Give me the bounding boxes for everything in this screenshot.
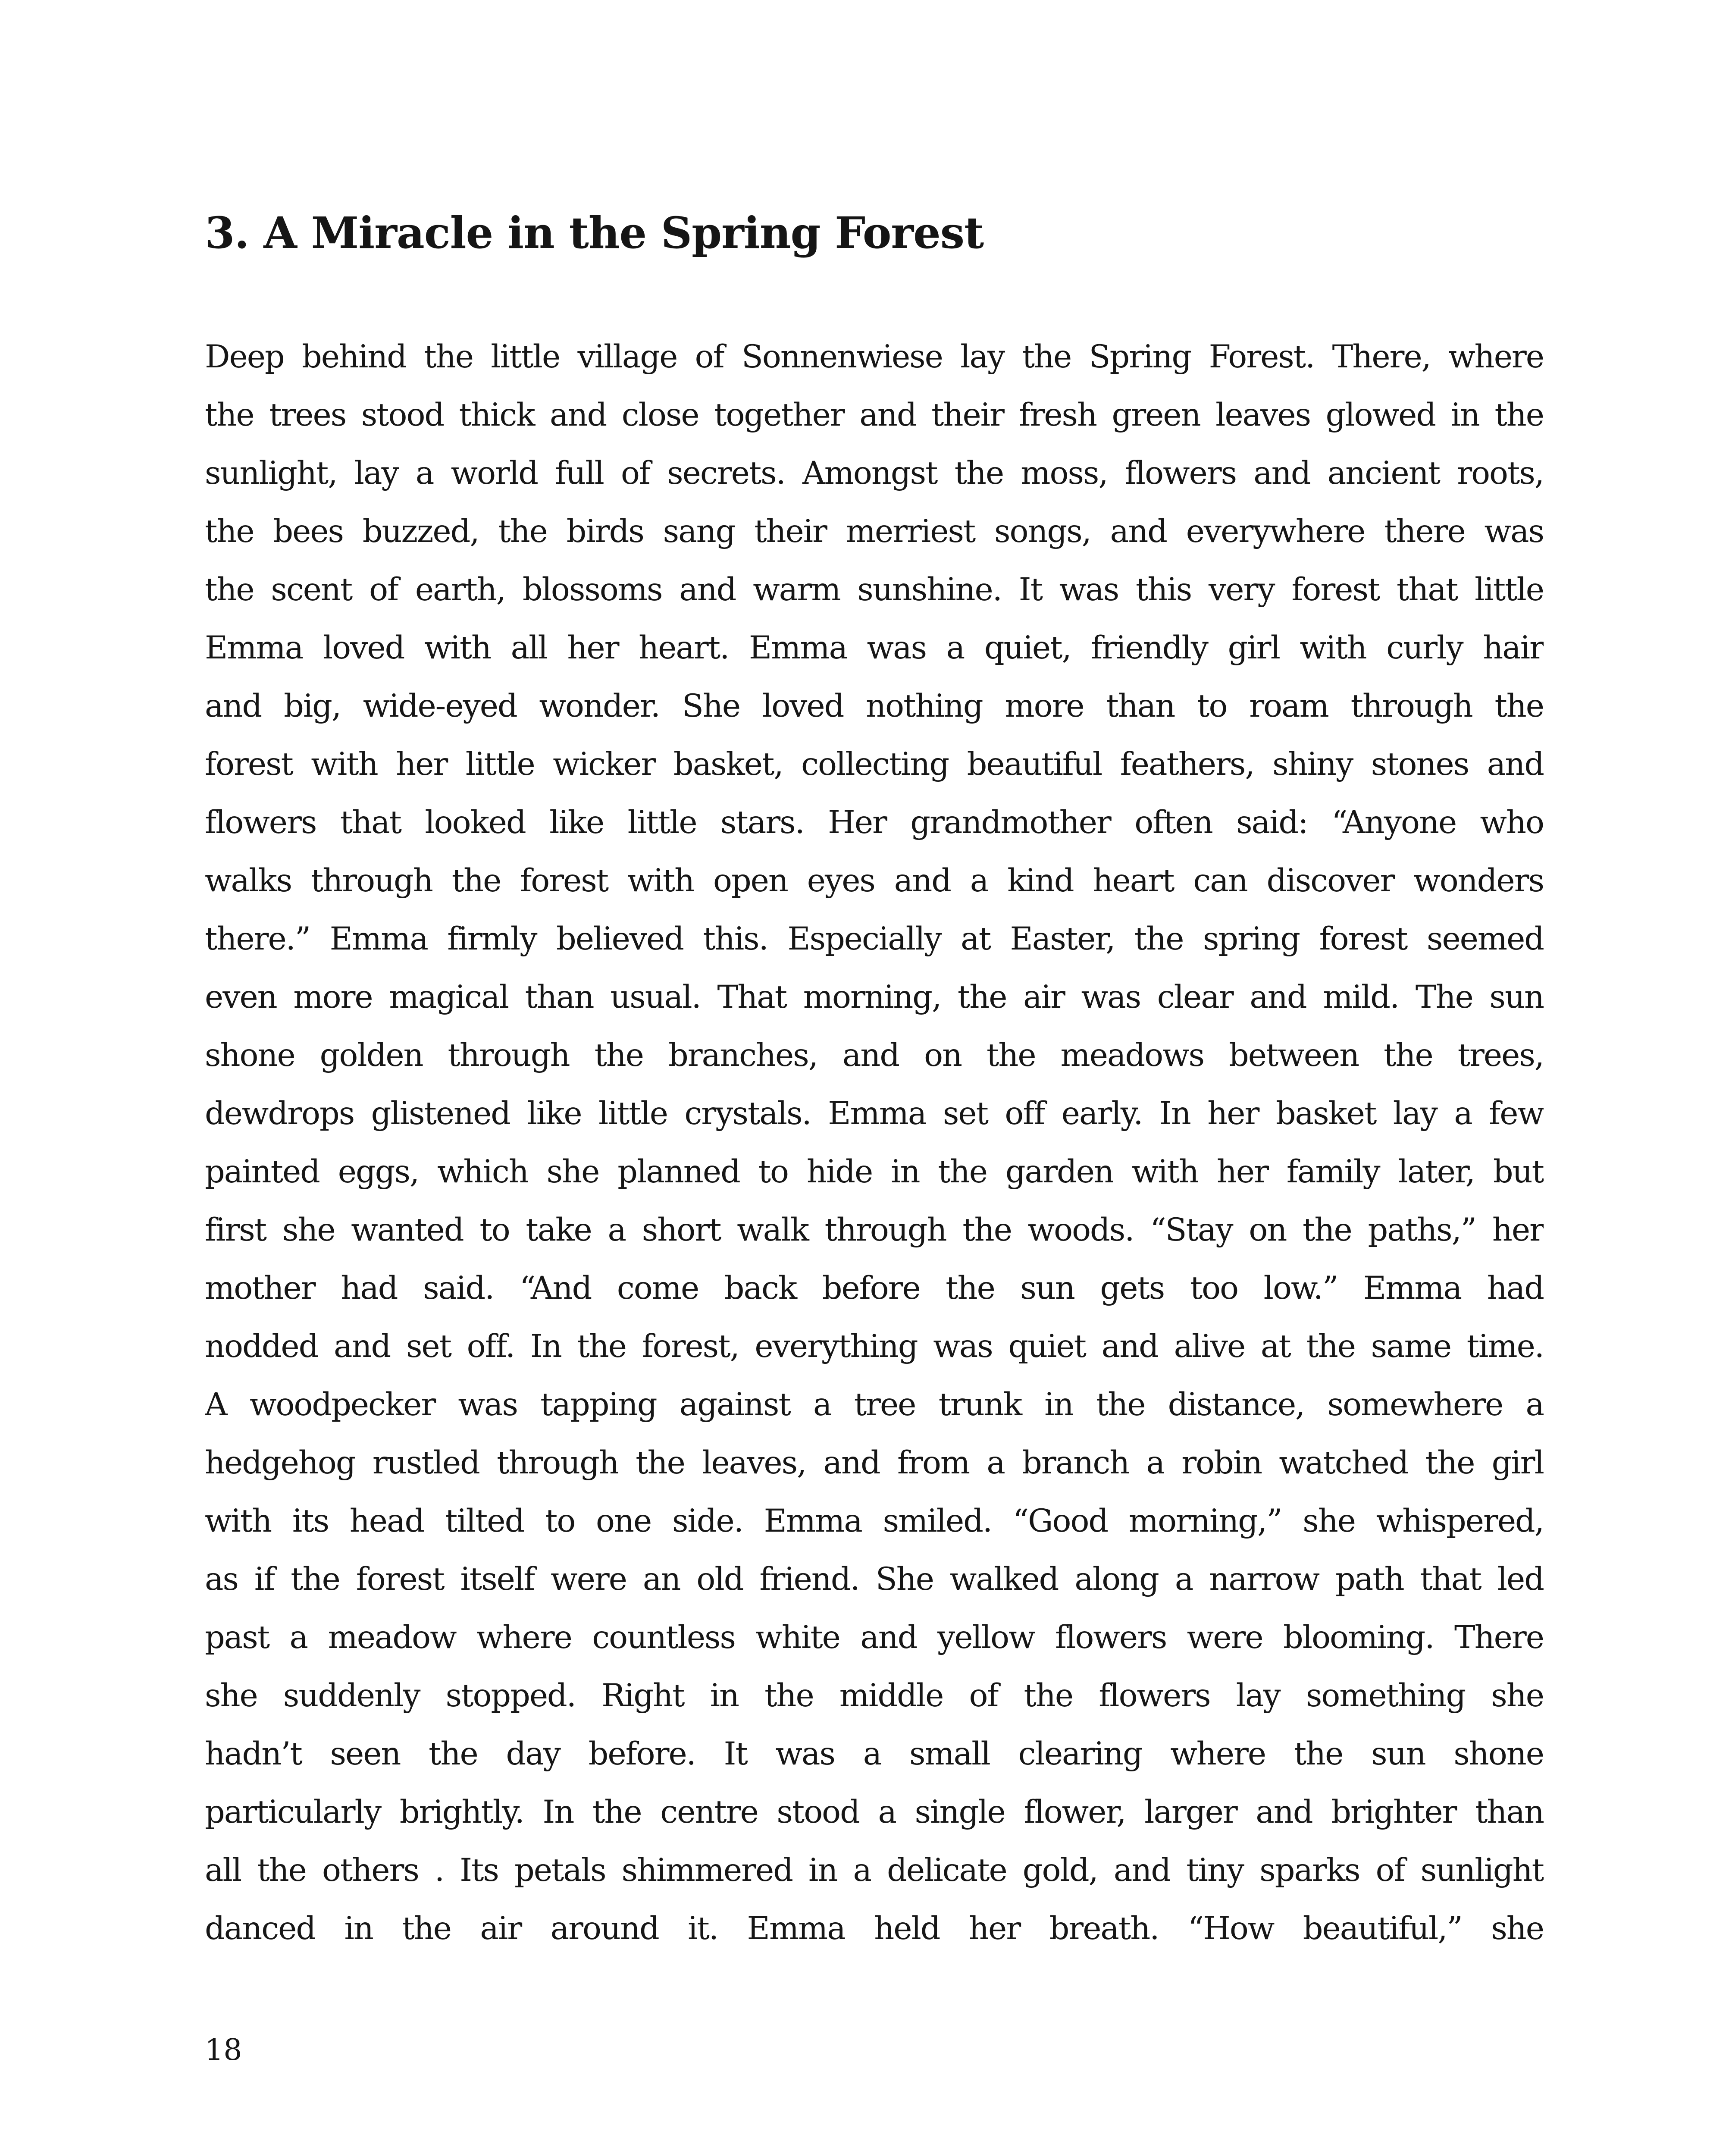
text-line: she suddenly stopped. Right in the middle of the flowers lay something she <box>205 1677 1544 1714</box>
text-line: first she wanted to take a short walk through the woods. “Stay on the paths,” her <box>205 1212 1544 1248</box>
text-line: with its head tilted to one side. Emma smiled. “Good morning,” she whispered, <box>205 1503 1544 1539</box>
text-line: past a meadow where countless white and yellow flowers were blooming. There <box>205 1619 1544 1656</box>
text-line: walks through the forest with open eyes and a kind heart can discover wonders <box>205 862 1544 899</box>
text-line: hadn’t seen the day before. It was a small clearing where the sun shone <box>205 1736 1544 1772</box>
text-line: hedgehog rustled through the leaves, and from a branch a robin watched the girl <box>205 1445 1544 1481</box>
text-line: there.” Emma firmly believed this. Especially at Easter, the spring forest seemed <box>205 921 1544 957</box>
text-line: mother had said. “And come back before the sun gets too low.” Emma had <box>205 1270 1544 1307</box>
text-line: A woodpecker was tapping against a tree trunk in the distance, somewhere a <box>205 1386 1544 1423</box>
text-line: painted eggs, which she planned to hide in the garden with her family later, but <box>205 1153 1544 1190</box>
body-paragraph <box>205 328 1544 1958</box>
text-line: as if the forest itself were an old friend. She walked along a narrow path that led <box>205 1561 1544 1598</box>
text-line: sunlight, lay a world full of secrets. Amongst the moss, flowers and ancient roots, <box>205 455 1544 492</box>
text-line: danced in the air around it. Emma held her breath. “How beautiful,” she <box>205 1910 1544 1947</box>
text-line: the trees stood thick and close together and their fresh green leaves glowed in the <box>205 397 1544 433</box>
text-line: nodded and set off. In the forest, everything was quiet and alive at the same time. <box>205 1328 1544 1365</box>
text-line: dewdrops glistened like little crystals. Emma set off early. In her basket lay a few <box>205 1095 1544 1132</box>
text-line: forest with her little wicker basket, collecting beautiful feathers, shiny stones and <box>205 746 1544 783</box>
chapter-title: 3. A Miracle in the Spring Forest <box>205 207 984 258</box>
text-line: particularly brightly. In the centre stood a single flower, larger and brighter than <box>205 1794 1544 1830</box>
page-number: 18 <box>205 2033 242 2067</box>
text-line: the bees buzzed, the birds sang their merriest songs, and everywhere there was <box>205 513 1544 550</box>
text-line: flowers that looked like little stars. Her grandmother often said: “Anyone who <box>205 804 1544 841</box>
text-line: the scent of earth, blossoms and warm sunshine. It was this very forest that little <box>205 571 1544 608</box>
text-line: Emma loved with all her heart. Emma was a quiet, friendly girl with curly hair <box>205 630 1544 666</box>
text-line: all the others . Its petals shimmered in a delicate gold, and tiny sparks of sunlight <box>205 1852 1544 1889</box>
text-line: even more magical than usual. That morning, the air was clear and mild. The sun <box>205 979 1544 1015</box>
text-line: Deep behind the little village of Sonnenwiese lay the Spring Forest. There, where <box>205 338 1544 375</box>
text-line: and big, wide-eyed wonder. She loved nothing more than to roam through the <box>205 688 1544 724</box>
text-line: shone golden through the branches, and on the meadows between the trees, <box>205 1037 1544 1074</box>
